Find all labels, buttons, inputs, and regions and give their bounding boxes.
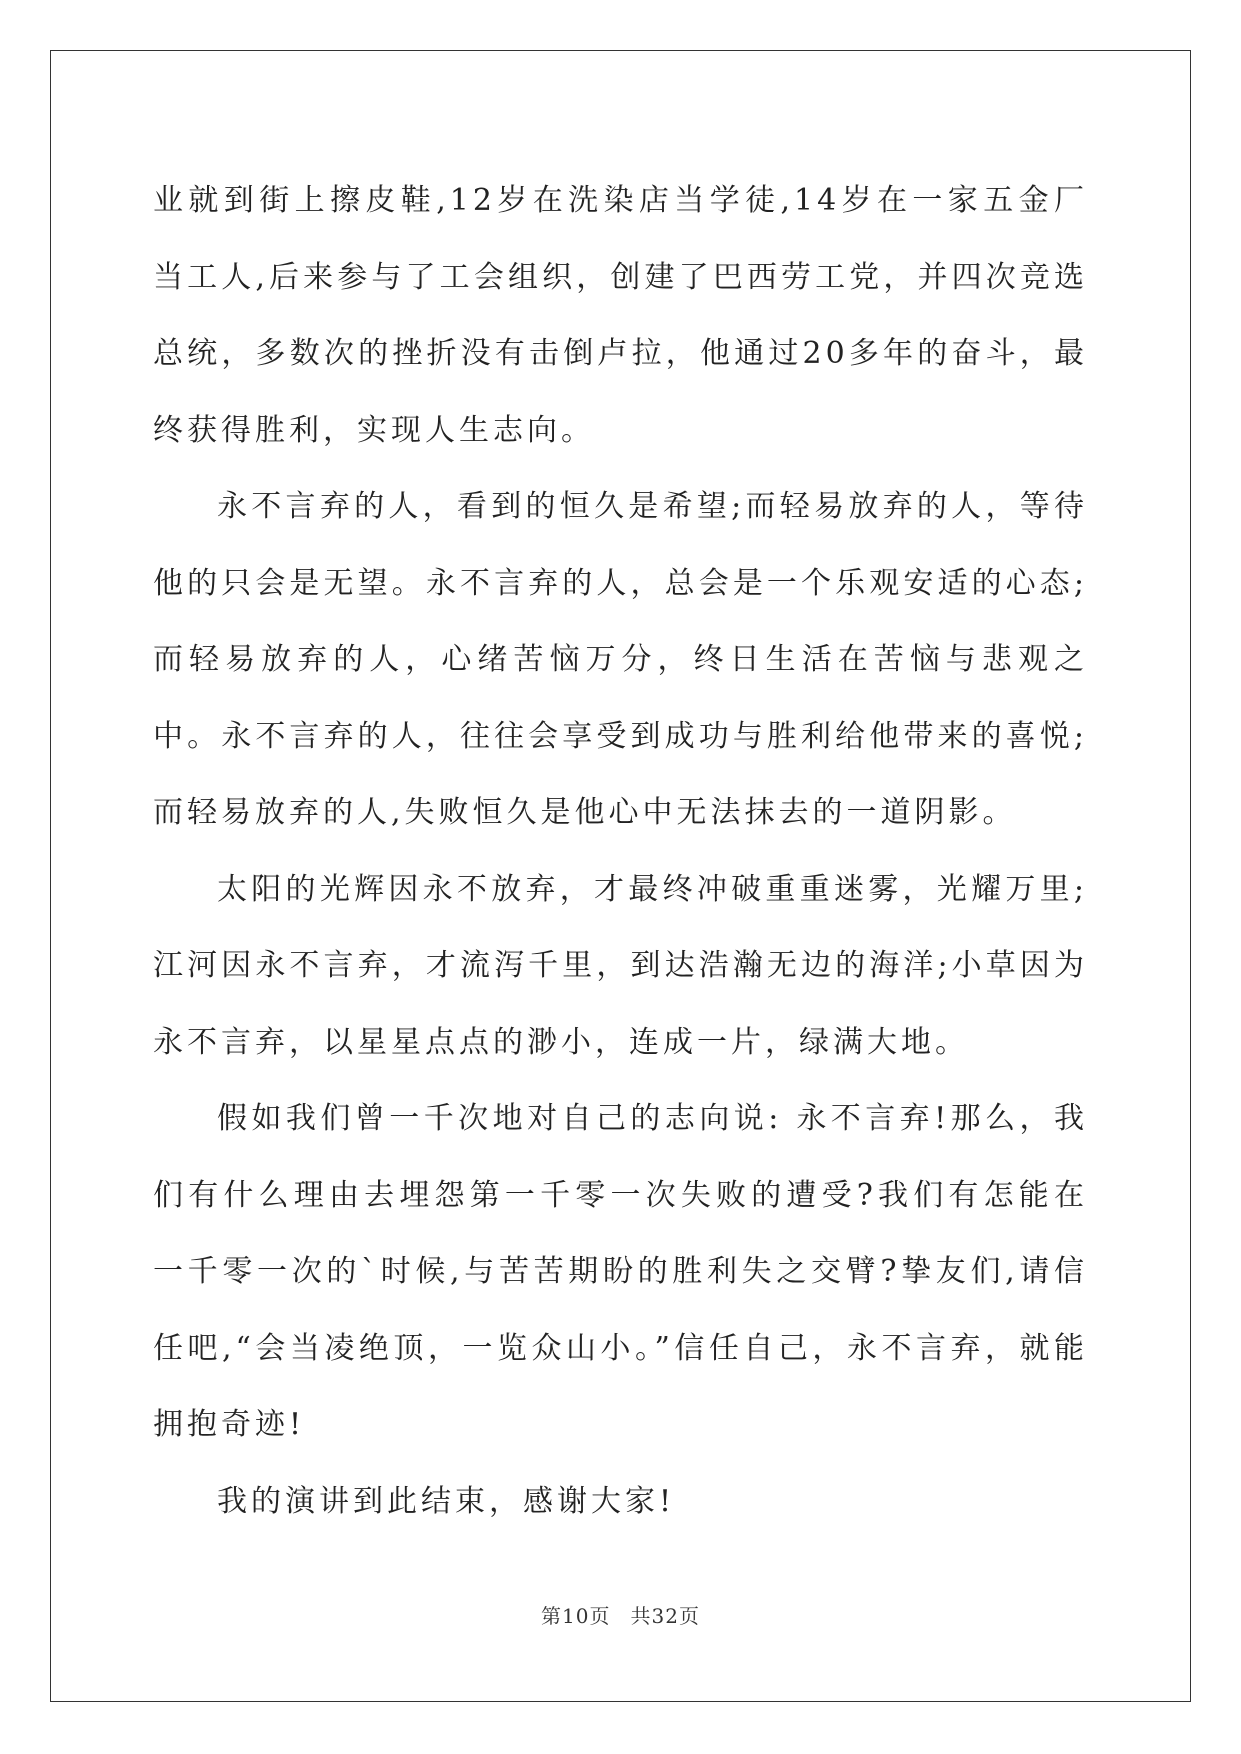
paragraph-3: 太阳的光辉因永不放弃，才最终冲破重重迷雾，光耀万里;江河因永不言弃，才流泻千里，到达浩瀚无边的海洋;小草因为永不言弃，以星星点点的渺小，连成一片，绿满大地。 bbox=[153, 871, 1088, 1060]
paragraph-5: 我的演讲到此结束，感谢大家! bbox=[217, 1483, 676, 1519]
paragraph-1: 业就到街上擦皮鞋,12岁在洗染店当学徒,14岁在一家五金厂当工人,后来参与了工会组织，创建了巴西劳工党，并四次竞选总统，多数次的挫折没有击倒卢拉，他通过20多年的奋斗，最终获得胜利，实现人生志向。 bbox=[153, 183, 1088, 448]
paragraph-4: 假如我们曾一千次地对自己的志向说: 永不言弃!那么，我们有什么理由去埋怨第一千零一次失败的遭受?我们有怎能在一千零一次的`时候,与苦苦期盼的胜利失之交臂?挚友们,请信任吧,“会当凌绝顶，一览众山小。”信任自己，永不言弃，就能拥抱奇迹! bbox=[153, 1101, 1088, 1442]
document-body bbox=[153, 163, 1088, 1540]
paragraph-2: 永不言弃的人，看到的恒久是希望;而轻易放弃的人，等待他的只会是无望。永不言弃的人，总会是一个乐观安适的心态;而轻易放弃的人，心绪苦恼万分，终日生活在苦恼与悲观之中。永不言弃的人，往往会享受到成功与胜利给他带来的喜悦;而轻易放弃的人,失败恒久是他心中无法抹去的一道阴影。 bbox=[153, 489, 1088, 830]
page-total: 共32页 bbox=[630, 1604, 700, 1628]
page-footer bbox=[0, 1600, 1241, 1629]
page-number: 第10页 bbox=[541, 1604, 611, 1628]
